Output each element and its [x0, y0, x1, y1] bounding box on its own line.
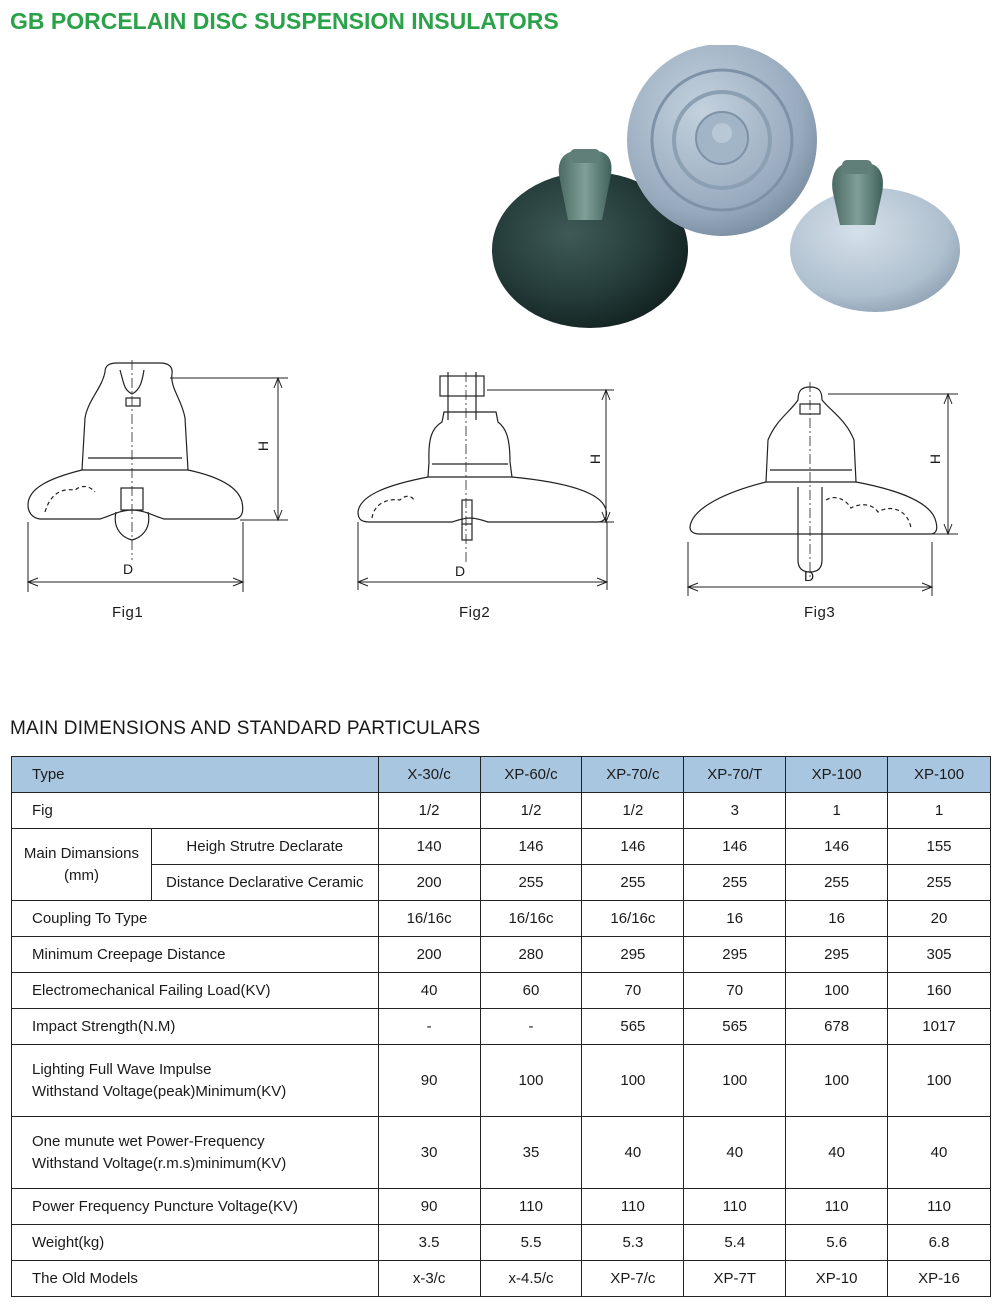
- main-dimensions-line2: (mm): [63, 866, 99, 884]
- figure-3-h-label: H: [927, 453, 944, 465]
- table-cell: 3: [684, 793, 786, 829]
- type-cell: XP-70/T: [684, 757, 786, 793]
- face-insulator: [627, 45, 817, 236]
- table-cell: 295: [684, 937, 786, 973]
- row-label-line1: One munute wet Power-Frequency: [32, 1132, 265, 1150]
- table-cell: 200: [378, 937, 480, 973]
- figure-2-label: Fig2: [459, 604, 491, 621]
- table-cell: 3.5: [378, 1225, 480, 1261]
- table-cell: 255: [888, 865, 991, 901]
- table-cell: 146: [684, 829, 786, 865]
- table-cell: 30: [378, 1117, 480, 1189]
- table-row: [12, 829, 991, 865]
- figure-1-drawing: [20, 360, 300, 595]
- figure-2-d-label: D: [455, 563, 466, 579]
- table-row: [12, 793, 991, 829]
- table-row: [12, 1225, 991, 1261]
- table-cell: 100: [684, 1045, 786, 1117]
- row-label: Fig: [12, 793, 379, 829]
- page-title: GB PORCELAIN DISC SUSPENSION INSULATORS: [10, 8, 559, 34]
- row-label: Impact Strength(N.M): [12, 1009, 379, 1045]
- table-cell: 255: [786, 865, 888, 901]
- table-cell: 255: [684, 865, 786, 901]
- table-cell: 100: [786, 1045, 888, 1117]
- table-row: [12, 1189, 991, 1225]
- table-cell: 146: [480, 829, 582, 865]
- row-label: The Old Models: [12, 1261, 379, 1297]
- row-label-line1: Lighting Full Wave Impulse: [32, 1060, 212, 1078]
- type-cell: XP-100: [786, 757, 888, 793]
- light-insulator: [790, 160, 960, 312]
- table-cell: 305: [888, 937, 991, 973]
- table-cell: 255: [480, 865, 582, 901]
- table-row: [12, 973, 991, 1009]
- table-cell: 5.3: [582, 1225, 684, 1261]
- table-cell: 110: [888, 1189, 991, 1225]
- table-row: [12, 1117, 991, 1189]
- row-label: [12, 1117, 379, 1189]
- table-cell: 20: [888, 901, 991, 937]
- table-cell: XP-7T: [684, 1261, 786, 1297]
- row-label: Electromechanical Failing Load(KV): [12, 973, 379, 1009]
- type-cell: XP-100: [888, 757, 991, 793]
- table-cell: 35: [480, 1117, 582, 1189]
- table-cell: 100: [480, 1045, 582, 1117]
- table-cell: 40: [582, 1117, 684, 1189]
- table-cell: 160: [888, 973, 991, 1009]
- table-cell: XP-7/c: [582, 1261, 684, 1297]
- table-cell: 70: [582, 973, 684, 1009]
- table-cell: 16: [786, 901, 888, 937]
- table-cell: 16: [684, 901, 786, 937]
- table-cell: 40: [378, 973, 480, 1009]
- table-cell: XP-16: [888, 1261, 991, 1297]
- table-cell: 70: [684, 973, 786, 1009]
- table-cell: 1/2: [378, 793, 480, 829]
- table-header-row: [12, 757, 991, 793]
- table-cell: 110: [480, 1189, 582, 1225]
- table-cell: 40: [786, 1117, 888, 1189]
- table-cell: 6.8: [888, 1225, 991, 1261]
- table-cell: 110: [786, 1189, 888, 1225]
- table-cell: 5.5: [480, 1225, 582, 1261]
- table-cell: 146: [786, 829, 888, 865]
- table-row: [12, 901, 991, 937]
- table-cell: 565: [684, 1009, 786, 1045]
- table-cell: 16/16c: [480, 901, 582, 937]
- table-cell: -: [378, 1009, 480, 1045]
- main-dimensions-label: [12, 829, 152, 901]
- table-cell: -: [480, 1009, 582, 1045]
- table-row: [12, 1261, 991, 1297]
- row-label: Distance Declarative Ceramic: [151, 865, 378, 901]
- row-label: [12, 1045, 379, 1117]
- row-label: Heigh Strutre Declarate: [151, 829, 378, 865]
- row-label: Minimum Creepage Distance: [12, 937, 379, 973]
- table-cell: 110: [684, 1189, 786, 1225]
- figure-3-d-label: D: [804, 568, 815, 584]
- table-cell: 295: [582, 937, 684, 973]
- table-cell: 565: [582, 1009, 684, 1045]
- table-cell: 90: [378, 1189, 480, 1225]
- main-dimensions-line1: Main Dimansions: [23, 844, 139, 862]
- table-cell: 5.4: [684, 1225, 786, 1261]
- table-cell: 1/2: [582, 793, 684, 829]
- table-cell: 100: [786, 973, 888, 1009]
- table-cell: XP-10: [786, 1261, 888, 1297]
- figure-1-d-label: D: [123, 561, 134, 577]
- section-title: MAIN DIMENSIONS AND STANDARD PARTICULARS: [10, 718, 481, 739]
- table-cell: 255: [582, 865, 684, 901]
- table-cell: x-3/c: [378, 1261, 480, 1297]
- table-row: [12, 1009, 991, 1045]
- table-cell: 90: [378, 1045, 480, 1117]
- table-cell: 100: [582, 1045, 684, 1117]
- row-label: Power Frequency Puncture Voltage(KV): [12, 1189, 379, 1225]
- table-cell: 100: [888, 1045, 991, 1117]
- figure-1-label: Fig1: [112, 604, 144, 621]
- figure-3-drawing: [686, 382, 961, 597]
- specifications-table: [11, 756, 991, 1297]
- table-cell: 40: [888, 1117, 991, 1189]
- type-cell: XP-60/c: [480, 757, 582, 793]
- figure-1-h-label: H: [255, 440, 272, 452]
- table-cell: 146: [582, 829, 684, 865]
- table-cell: 678: [786, 1009, 888, 1045]
- table-cell: 1/2: [480, 793, 582, 829]
- table-cell: 280: [480, 937, 582, 973]
- table-cell: 16/16c: [582, 901, 684, 937]
- table-cell: 5.6: [786, 1225, 888, 1261]
- table-row: [12, 937, 991, 973]
- table-cell: 60: [480, 973, 582, 1009]
- table-cell: 295: [786, 937, 888, 973]
- table-cell: 155: [888, 829, 991, 865]
- table-cell: 1017: [888, 1009, 991, 1045]
- table-cell: 16/16c: [378, 901, 480, 937]
- figure-2-h-label: H: [587, 453, 604, 465]
- table-row: [12, 865, 991, 901]
- table-cell: 200: [378, 865, 480, 901]
- table-cell: 1: [888, 793, 991, 829]
- table-cell: 140: [378, 829, 480, 865]
- table-cell: x-4.5/c: [480, 1261, 582, 1297]
- insulator-photo: [490, 45, 970, 335]
- table-row: [12, 1045, 991, 1117]
- figure-3-label: Fig3: [804, 604, 836, 621]
- type-label: Type: [12, 757, 379, 793]
- figure-2-drawing: [352, 372, 627, 592]
- row-label: Weight(kg): [12, 1225, 379, 1261]
- row-label: Coupling To Type: [12, 901, 379, 937]
- table-cell: 40: [684, 1117, 786, 1189]
- table-cell: 110: [582, 1189, 684, 1225]
- type-cell: XP-70/c: [582, 757, 684, 793]
- type-cell: X-30/c: [378, 757, 480, 793]
- row-label-line2: Withstand Voltage(peak)Minimum(KV): [32, 1082, 287, 1100]
- table-cell: 1: [786, 793, 888, 829]
- row-label-line2: Withstand Voltage(r.m.s)minimum(KV): [32, 1154, 287, 1172]
